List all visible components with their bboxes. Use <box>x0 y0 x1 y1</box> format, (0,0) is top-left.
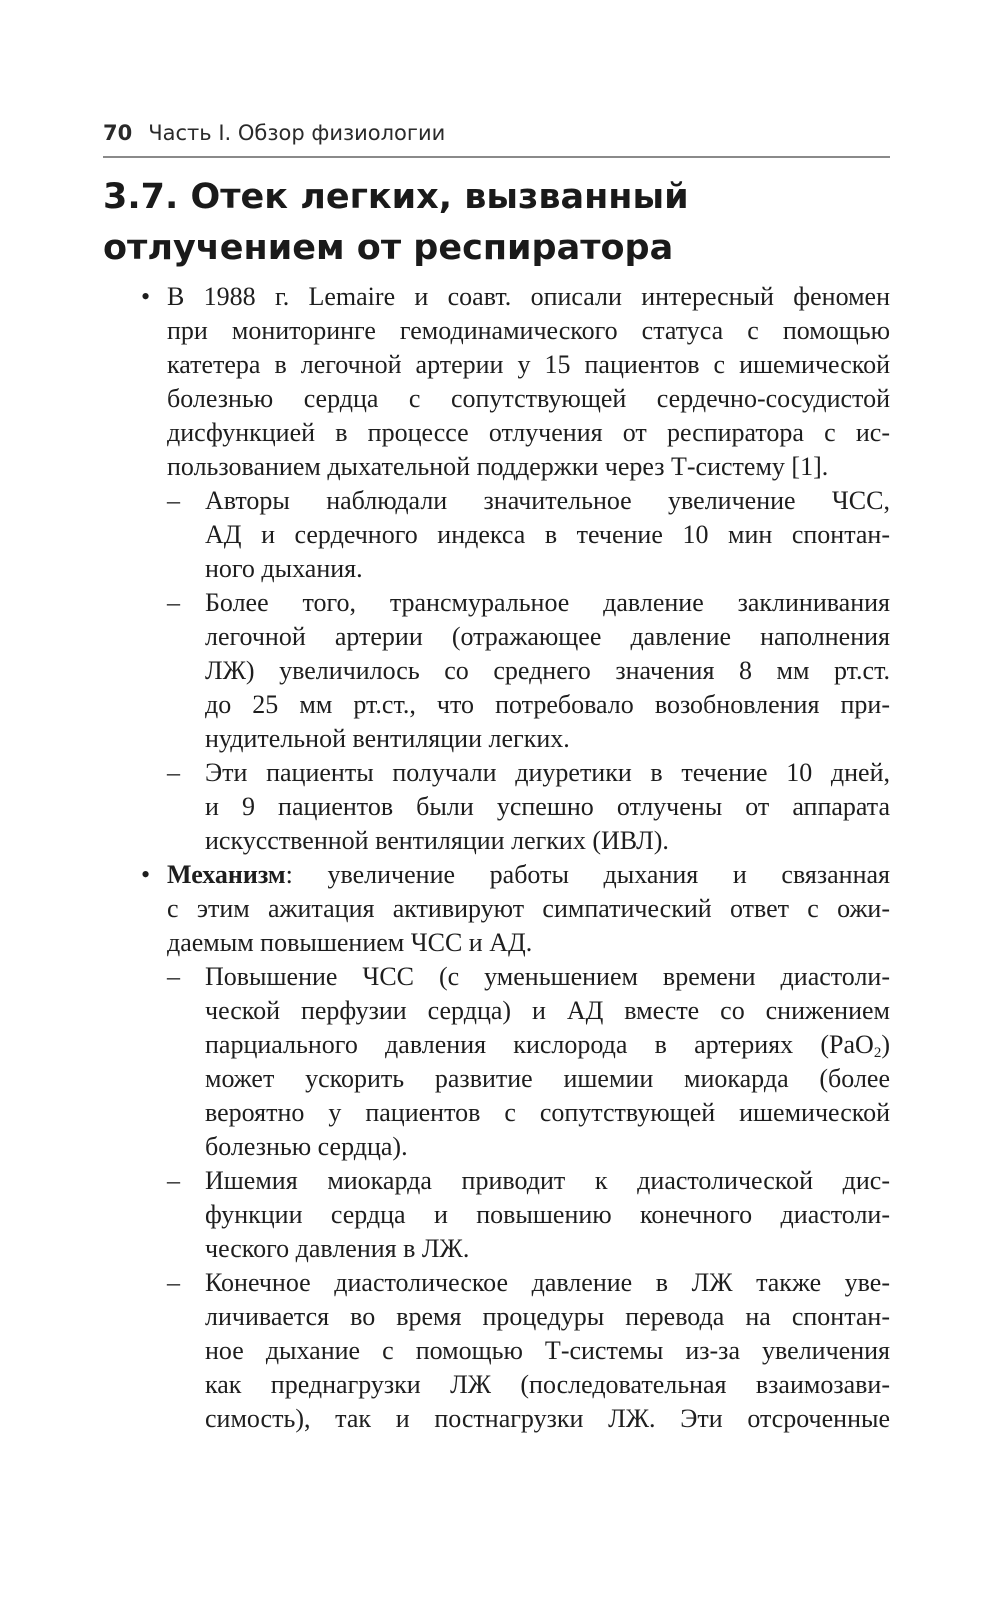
sub-item <box>103 1266 890 1436</box>
text-line <box>205 1028 890 1062</box>
text-fragment: : увеличение работы дыхания и связанная <box>285 860 890 889</box>
text-line: с этим ажитация активируют симпатический ответ с ожи- <box>167 894 890 923</box>
text-line: ное дыхание с помощью Т-системы из-за увеличения <box>205 1336 890 1365</box>
sub-item <box>103 756 890 858</box>
dash-marker: – <box>167 486 180 515</box>
text-line: ЛЖ) увеличилось со среднего значения 8 мм рт.ст. <box>205 656 890 685</box>
text-line: дисфункцией в процессе отлучения от респиратора с ис- <box>167 418 890 447</box>
text-line: как преднагрузки ЛЖ (последовательная взаимозави- <box>205 1370 890 1399</box>
text-line: Повышение ЧСС (с уменьшением времени диастоли- <box>205 962 890 991</box>
text-line: катетера в легочной артерии у 15 пациентов с ишемической <box>167 350 890 379</box>
bullet-item <box>103 280 890 484</box>
sub-item <box>103 1164 890 1266</box>
subscript: 2 <box>873 1045 882 1061</box>
text-line: и 9 пациентов были успешно отлучены от аппарата <box>205 792 890 821</box>
text-line: болезнью сердца). <box>205 1132 408 1161</box>
text-fragment: ) <box>881 1030 890 1059</box>
dash-marker: – <box>167 1166 180 1195</box>
section-title <box>103 172 890 274</box>
text-line: личивается во время процедуры перевода на спонтан- <box>205 1302 890 1331</box>
text-line: до 25 мм рт.ст., что потребовало возобновления при- <box>205 690 890 719</box>
running-title: Часть I. Обзор физиологии <box>148 121 446 145</box>
text-line: ческого давления в ЛЖ. <box>205 1234 470 1263</box>
bullet-marker: • <box>141 282 151 311</box>
text-line: Более того, трансмуральное давление заклинивания <box>205 588 890 617</box>
text-line: Эти пациенты получали диуретики в течение 10 дней, <box>205 758 890 787</box>
text-line: Конечное диастолическое давление в ЛЖ также уве- <box>205 1268 890 1297</box>
text-line: может ускорить развитие ишемии миокарда (более <box>205 1064 890 1093</box>
body-text <box>103 280 890 1436</box>
dash-marker: – <box>167 1268 180 1297</box>
dash-marker: – <box>167 962 180 991</box>
text-line <box>167 858 890 892</box>
text-line: вероятно у пациентов с сопутствующей ишемической <box>205 1098 890 1127</box>
section-title-line: 3.7. Отек легких, вызванный <box>103 177 689 217</box>
text-line: В 1988 г. Lemaire и соавт. описали интересный феномен <box>167 282 890 311</box>
header-divider <box>103 156 890 158</box>
bullet-marker: • <box>141 860 151 889</box>
text-line: ческой перфузии сердца) и АД вместе со снижением <box>205 996 890 1025</box>
running-header <box>103 118 890 148</box>
section-title-line: отлучением от респиратора <box>103 228 674 268</box>
text-line: Ишемия миокарда приводит к диастолической дис- <box>205 1166 890 1195</box>
text-line: симость), так и постнагрузки ЛЖ. Эти отсроченные <box>205 1404 890 1433</box>
page-number: 70 <box>103 121 133 145</box>
dash-marker: – <box>167 758 180 787</box>
text-line: при мониторинге гемодинамического статуса с помощью <box>167 316 890 345</box>
bullet-item <box>103 858 890 960</box>
text-line: пользованием дыхательной поддержки через Т-систему [1]. <box>167 452 829 481</box>
text-line: болезнью сердца с сопутствующей сердечно-сосудистой <box>167 384 890 413</box>
text-fragment: парциального давления кислорода в артериях (PaO <box>205 1030 874 1059</box>
sub-item <box>103 586 890 756</box>
sub-item <box>103 484 890 586</box>
text-line: нудительной вентиляции легких. <box>205 724 570 753</box>
bold-term: Механизм <box>167 860 286 889</box>
text-line: Авторы наблюдали значительное увеличение ЧСС, <box>205 486 890 515</box>
text-line: ного дыхания. <box>205 554 363 583</box>
dash-marker: – <box>167 588 180 617</box>
text-line: даемым повышением ЧСС и АД. <box>167 928 533 957</box>
text-line: функции сердца и повышению конечного диастоли- <box>205 1200 890 1229</box>
text-line: искусственной вентиляции легких (ИВЛ). <box>205 826 669 855</box>
text-line: АД и сердечного индекса в течение 10 мин спонтан- <box>205 520 890 549</box>
text-line: легочной артерии (отражающее давление наполнения <box>205 622 890 651</box>
sub-item <box>103 960 890 1164</box>
